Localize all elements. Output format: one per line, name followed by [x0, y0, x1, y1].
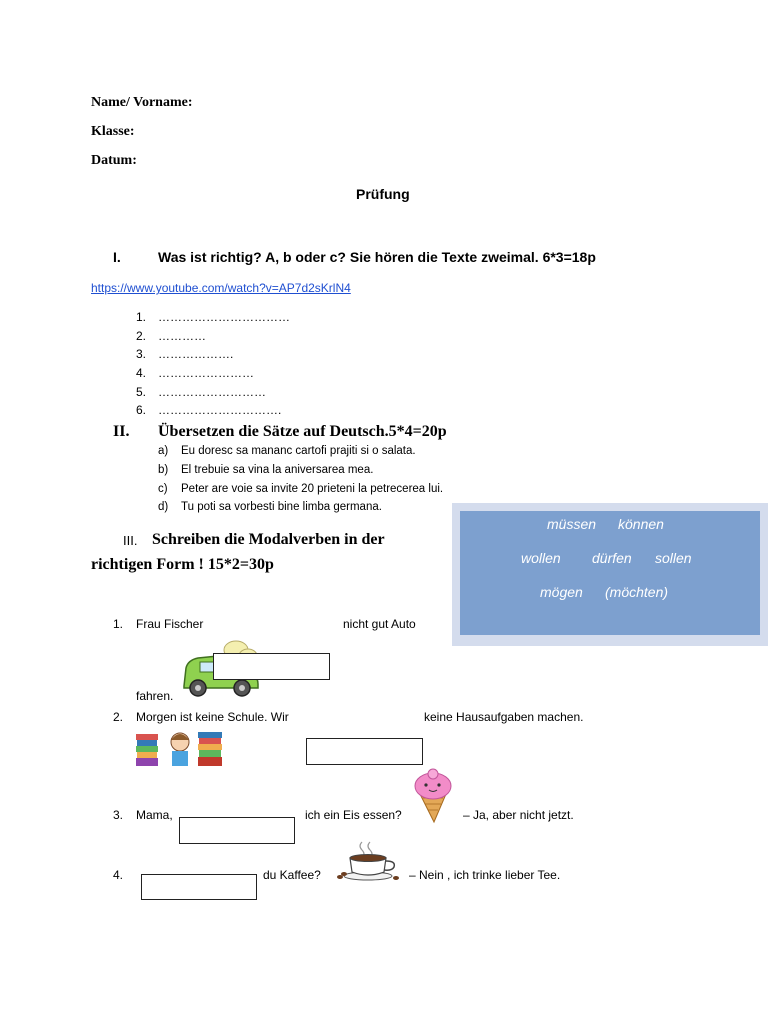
exercise3-before: Mama,	[136, 808, 173, 822]
list-item	[136, 347, 234, 361]
list-item	[136, 403, 282, 417]
sentence-text: El trebuie sa vina la aniversarea mea.	[181, 464, 374, 476]
exercise3-after: ich ein Eis essen?	[305, 808, 402, 822]
item-number: 4.	[136, 366, 147, 380]
list-item	[136, 310, 290, 324]
answer-dots: ………………………	[158, 385, 266, 399]
exercise2-number: 2.	[113, 710, 124, 724]
verb-moechten: (möchten)	[605, 584, 669, 600]
list-item	[136, 385, 266, 399]
item-number: 2.	[136, 329, 147, 343]
item-number: 1.	[136, 310, 147, 324]
section3-heading-line1: Schreiben die Modalverben in der	[152, 531, 385, 548]
item-letter: c)	[158, 483, 168, 495]
translate-item	[158, 445, 416, 457]
answer-box-2[interactable]	[306, 738, 423, 765]
verb-wollen: wollen	[521, 550, 561, 566]
section3-heading-line2: richtigen Form ! 15*2=30p	[91, 556, 274, 573]
answer-dots: ………………………….	[158, 403, 282, 417]
modal-verbs-box	[452, 503, 768, 646]
answer-box-4[interactable]	[141, 874, 257, 900]
exercise4-after: du Kaffee?	[263, 868, 321, 882]
exercise1-before: Frau Fischer	[136, 617, 204, 631]
modal-verbs-box-inner	[460, 511, 760, 635]
item-letter: a)	[158, 445, 169, 457]
exercise1-after: nicht gut Auto	[343, 617, 416, 631]
verb-muessen: müssen	[547, 516, 597, 532]
list-item	[136, 329, 206, 343]
verb-duerfen: dürfen	[592, 550, 632, 566]
answer-dots: ……………………………	[158, 310, 290, 324]
exercise1-end: fahren.	[136, 689, 174, 703]
verb-moegen: mögen	[540, 584, 583, 600]
item-number: 3.	[136, 347, 147, 361]
answer-box-3[interactable]	[179, 817, 295, 844]
answer-box-1[interactable]	[213, 653, 330, 680]
section2-heading: Übersetzen die Sätze auf Deutsch.5*4=20p	[158, 423, 447, 440]
item-number: 6.	[136, 403, 147, 417]
exercise2-before: Morgen ist keine Schule. Wir	[136, 710, 289, 724]
exercise3-end: – Ja, aber nicht jetzt.	[463, 808, 574, 822]
ice-cream-icon	[408, 768, 456, 824]
coffee-cup-icon	[336, 838, 402, 882]
item-letter: d)	[158, 501, 169, 513]
class-label: Klasse:	[91, 124, 135, 139]
verb-koennen: können	[618, 516, 664, 532]
translate-item	[158, 464, 374, 476]
sentence-text: Peter are voie sa invite 20 prieteni la petrecerea lui.	[181, 483, 444, 495]
item-number: 5.	[136, 385, 147, 399]
sentence-text: Eu doresc sa mananc cartofi prajiti si o salata.	[181, 445, 416, 457]
translate-item	[158, 483, 444, 495]
date-label: Datum:	[91, 153, 137, 168]
sentence-text: Tu poti sa vorbesti bine limba germana.	[181, 501, 382, 513]
exercise1-number: 1.	[113, 617, 124, 631]
section1-heading: Was ist richtig? A, b oder c? Sie hören die Texte zweimal. 6*3=18p	[158, 249, 596, 265]
page-title: Prüfung	[356, 186, 410, 202]
exercise4-end: – Nein , ich trinke lieber Tee.	[409, 868, 561, 882]
books-icon	[136, 728, 224, 768]
youtube-link[interactable]: https://www.youtube.com/watch?v=AP7d2sKrlN4	[91, 281, 351, 295]
exercise3-number: 3.	[113, 808, 124, 822]
verb-sollen: sollen	[655, 550, 692, 566]
answer-dots: ……………….	[158, 347, 234, 361]
section1-number: I.	[113, 249, 121, 265]
section2-number: II.	[113, 423, 130, 440]
list-item	[136, 366, 254, 380]
section3-number: III.	[123, 533, 138, 548]
answer-dots: …………	[158, 329, 206, 343]
exercise4-number: 4.	[113, 868, 124, 882]
item-letter: b)	[158, 464, 169, 476]
translate-item	[158, 501, 382, 513]
exercise2-after: keine Hausaufgaben machen.	[424, 710, 584, 724]
answer-dots: ……………………	[158, 366, 254, 380]
name-label: Name/ Vorname:	[91, 95, 193, 110]
